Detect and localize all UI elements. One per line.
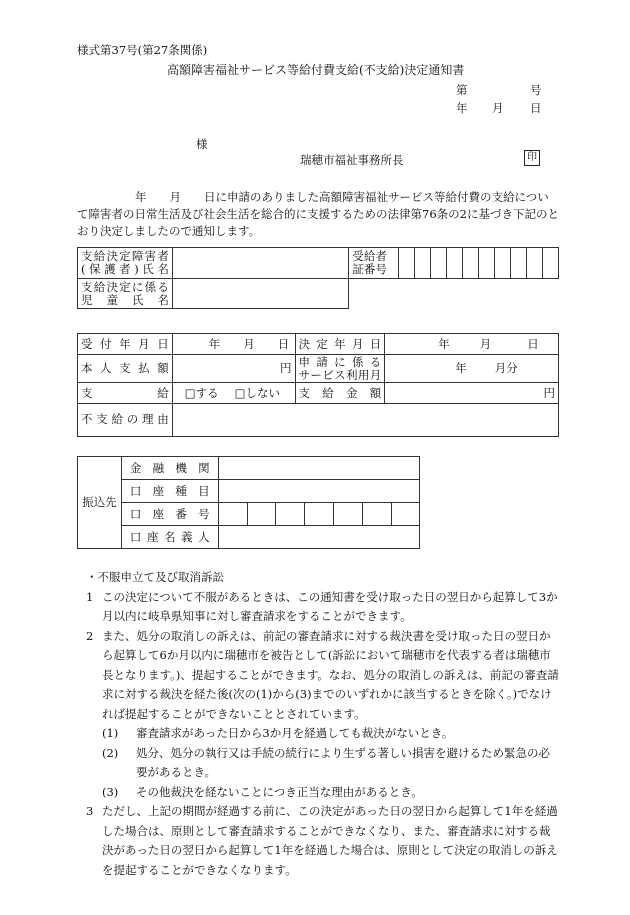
seal-mark: 印: [524, 150, 540, 166]
decision-table: [77, 333, 559, 437]
issue-year: 年: [456, 101, 468, 115]
amount-value[interactable]: 円: [385, 383, 559, 403]
amount-label: 支給金額: [295, 383, 385, 403]
recipient-number-digit[interactable]: [447, 248, 463, 279]
account-number-digit[interactable]: [276, 503, 305, 526]
account-number-digit[interactable]: [305, 503, 334, 526]
account-number-digit[interactable]: [247, 503, 276, 526]
addressee-suffix: 様: [196, 137, 208, 151]
receipt-date-value[interactable]: 年 月 日: [172, 334, 295, 355]
appeal-heading: ・不服申立て及び取消訴訟: [86, 570, 224, 584]
appeal-item-3: 3 ただし、上記の期間が経過する前に、この決定があった日の翌日から起算して1年を経過した場合は、原則として審査請求することができなくなり、また、審査請求に対する裁決があった日の翌日から起算して1年を経過した場合は、原則として決定の取消しの訴えを提起することができなくなります。: [86, 804, 558, 877]
number-prefix: 第: [456, 83, 468, 97]
account-number-digit[interactable]: [334, 503, 363, 526]
service-month-value[interactable]: 年 月分: [385, 355, 559, 383]
account-number-digit[interactable]: [363, 503, 392, 526]
intro-paragraph: 年 月 日に申請のありました高額障害福祉サービス等給付費の支給について障害者の日常生活及び社会生活を総合的に支援するための法律第76条の2に基づき下記のとおり決定しましたので通知します。: [77, 190, 559, 238]
recipient-number-digit[interactable]: [479, 248, 495, 279]
applicant-name-value[interactable]: [172, 248, 349, 279]
recipient-number-digit[interactable]: [463, 248, 479, 279]
account-type-value[interactable]: [218, 480, 419, 503]
appeal-sub-3: (3) その他裁決を経ないことにつき正当な理由があるとき。: [102, 784, 423, 799]
payment-options: [172, 383, 295, 403]
applicant-table: [77, 247, 559, 309]
issue-day: 日: [530, 101, 542, 115]
account-holder-value[interactable]: [218, 526, 419, 549]
appeal-item-1: 1 この決定について不服があるときは、この通知書を受け取った日の翌日から起算して3か月以内に岐阜県知事に対し審査請求をすることができます。: [86, 589, 558, 623]
reason-label: 不支給の理由: [78, 403, 173, 436]
payment-no-checkbox[interactable]: □しない: [234, 385, 280, 400]
recipient-number-digit[interactable]: [526, 248, 542, 279]
decision-date-value[interactable]: 年 月 日: [385, 334, 559, 355]
applicant-name-label: 支給決定障害者 (保護者)氏名: [78, 248, 173, 279]
account-holder-label: 口座名義人: [121, 526, 218, 549]
recipient-number-digit[interactable]: [431, 248, 447, 279]
service-month-label: 申請に係る サービス利用月: [295, 355, 385, 383]
appeal-section: [80, 568, 560, 880]
account-number-digit[interactable]: [218, 503, 247, 526]
payment-label: 支給: [78, 383, 173, 403]
transfer-group-label: 振込先: [78, 457, 122, 549]
self-pay-label: 本人支払額: [78, 355, 173, 383]
child-name-value[interactable]: [172, 279, 349, 309]
payment-yes-checkbox[interactable]: □する: [184, 385, 219, 400]
appeal-sub-2: (2) 処分、処分の執行又は手続の続行により生ずる著しい損害を避けるため緊急の必要があるとき。: [102, 745, 550, 779]
recipient-number-digit[interactable]: [399, 248, 415, 279]
recipient-number-digit[interactable]: [495, 248, 511, 279]
bank-table: [77, 456, 420, 549]
child-name-label: 支給決定に係る 児童氏名: [78, 279, 173, 309]
reason-value[interactable]: [172, 403, 558, 436]
recipient-number-digit[interactable]: [415, 248, 431, 279]
sender-name: 瑞穂市福祉事務所長: [300, 153, 404, 167]
decision-date-label: 決定年月日: [295, 334, 385, 355]
account-number-digit[interactable]: [392, 503, 420, 526]
receipt-date-label: 受付年月日: [78, 334, 173, 355]
recipient-number-digit[interactable]: [542, 248, 558, 279]
issue-month: 月: [492, 101, 504, 115]
appeal-item-2: 2 また、処分の取消しの訴えは、前記の審査請求に対する裁決書を受け取った日の翌日から起算して6か月以内に瑞穂市を被告として(訴訟において瑞穂市を代表する者は瑞穂市長となります。)、提起することができます。なお、処分の取消しの訴えは、前記の審査請求に対する裁決を経た後(次の(1)から(3)までのいずれかに該当するときを除く。)でなければ提起することができないこととされています。: [86, 628, 559, 721]
recipient-number-label: 受給者 証番号: [349, 248, 399, 279]
empty-area: [349, 279, 559, 309]
form-number: 様式第37号(第27条関係): [77, 43, 208, 57]
self-pay-value[interactable]: 円: [172, 355, 295, 383]
account-type-label: 口座種目: [121, 480, 218, 503]
recipient-number-digit[interactable]: [511, 248, 527, 279]
appeal-sub-1: (1) 審査請求があった日から3か月を経過しても裁決がないとき。: [102, 726, 454, 740]
document-title: 高額障害福祉サービス等給付費支給(不支給)決定通知書: [167, 63, 465, 77]
account-number-label: 口座番号: [121, 503, 218, 526]
bank-name-value[interactable]: [218, 457, 419, 480]
number-suffix: 号: [530, 83, 542, 97]
bank-name-label: 金融機関: [121, 457, 218, 480]
